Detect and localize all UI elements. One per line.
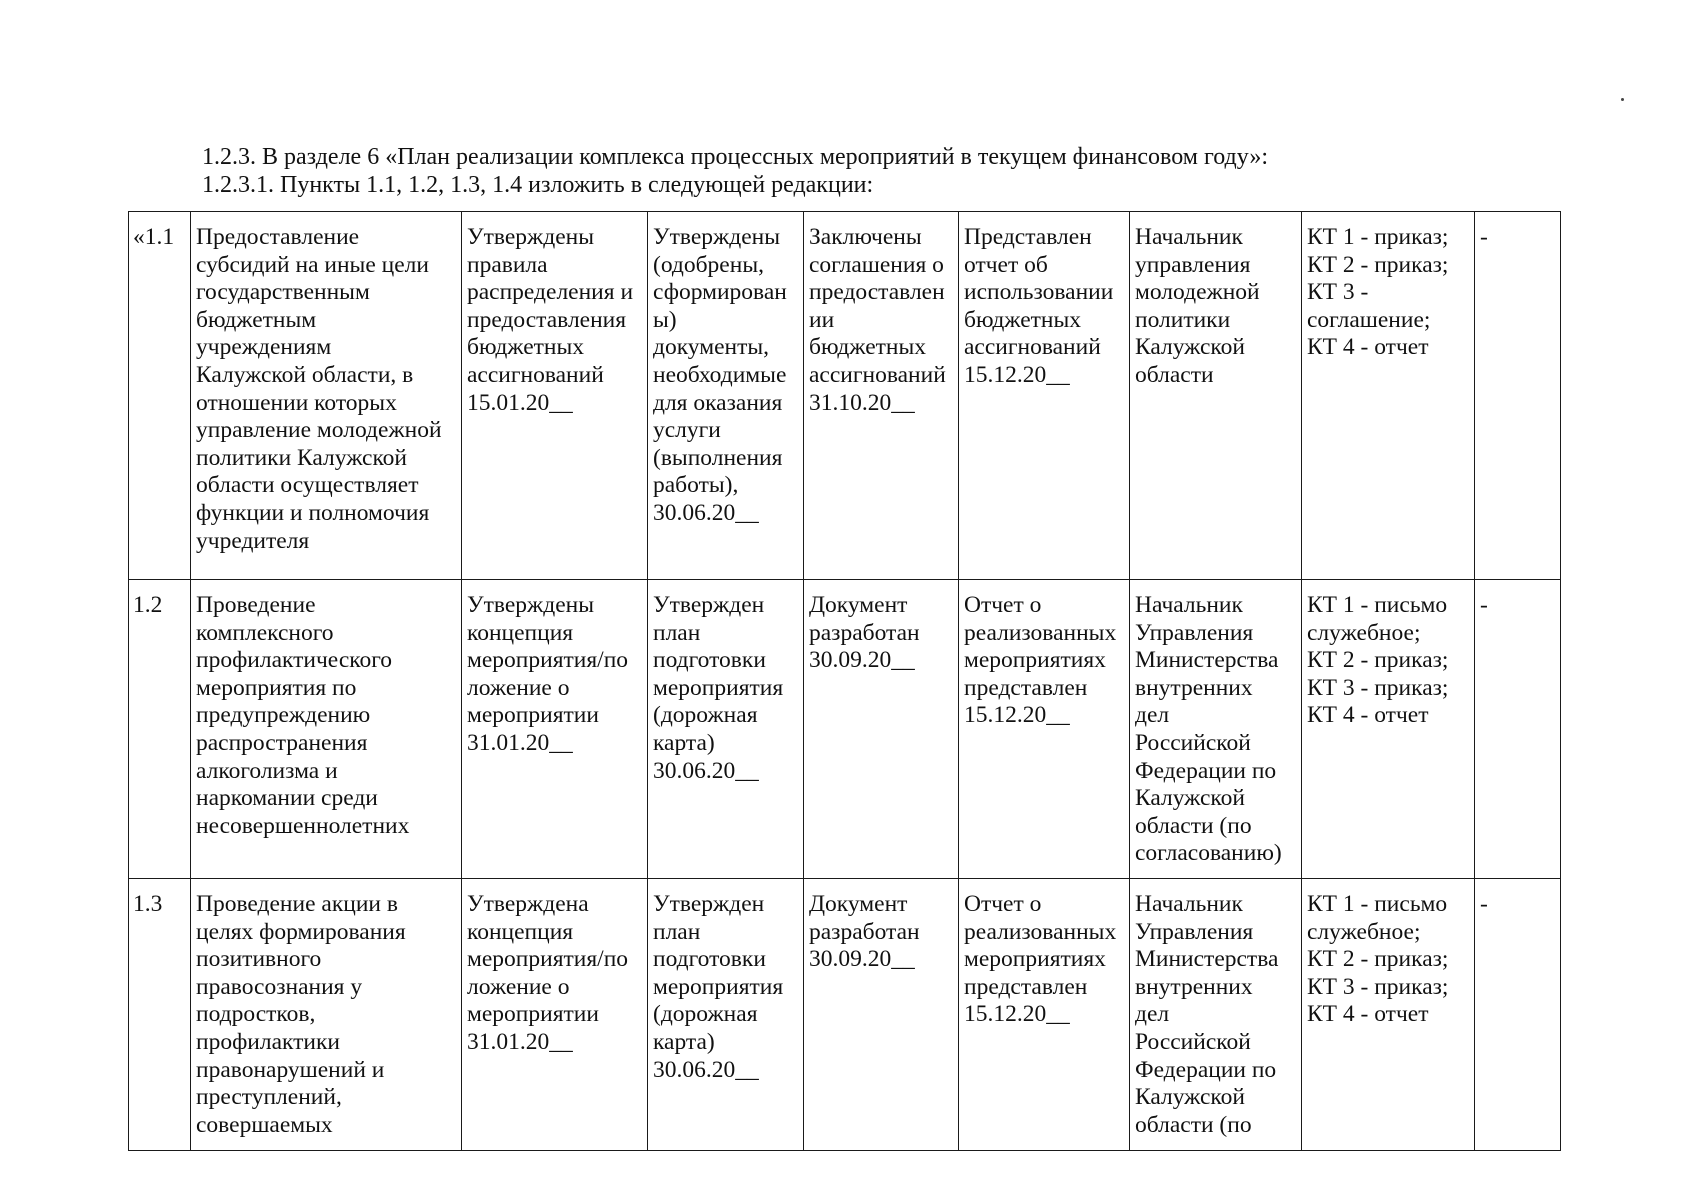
last-column-cell: - [1475,212,1561,580]
intro-text [202,143,1268,199]
intro-line-1: 1.2.3. В разделе 6 «План реализации комплекса процессных мероприятий в текущем финансовом году»: [202,144,1268,170]
control-point-2-cell: Утверждены (одобрены, сформирован ы) документы, необходимые для оказания услуги (выполнения работы), 30.06.20__ [648,212,804,580]
document-type-cell: КТ 1 - приказ; КТ 2 - приказ; КТ 3 - соглашение; КТ 4 - отчет [1302,212,1475,580]
scan-speck [1621,98,1624,101]
control-point-2-cell: Утвержден план подготовки мероприятия (дорожная карта) 30.06.20__ [648,580,804,879]
control-point-1-cell: Утверждена концепция мероприятия/по ложение о мероприятии 31.01.20__ [462,879,648,1151]
document-type-cell: КТ 1 - письмо служебное; КТ 2 - приказ; КТ 3 - приказ; КТ 4 - отчет [1302,580,1475,879]
responsible-cell: Начальник Управления Министерства внутренних дел Российской Федерации по Калужской области (по [1130,879,1302,1151]
control-point-3-cell: Документ разработан 30.09.20__ [804,580,959,879]
row-number: «1.1 [129,212,191,580]
control-point-3-cell: Документ разработан 30.09.20__ [804,879,959,1151]
last-column-cell: - [1475,580,1561,879]
responsible-cell: Начальник Управления Министерства внутренних дел Российской Федерации по Калужской области (по согласованию) [1130,580,1302,879]
responsible-cell: Начальник управления молодежной политики Калужской области [1130,212,1302,580]
table-row [129,879,1561,1151]
control-point-1-cell: Утверждены правила распределения и предоставления бюджетных ассигнований 15.01.20__ [462,212,648,580]
event-name-cell: Проведение комплексного профилактического мероприятия по предупреждению распространения алкоголизма и наркомании среди несовершеннолетних [191,580,462,879]
control-point-2-cell: Утвержден план подготовки мероприятия (дорожная карта) 30.06.20__ [648,879,804,1151]
row-number: 1.2 [129,580,191,879]
intro-line-2: 1.2.3.1. Пункты 1.1, 1.2, 1.3, 1.4 изложить в следующей редакции: [202,172,874,198]
control-point-4-cell: Отчет о реализованных мероприятиях представлен 15.12.20__ [959,580,1130,879]
row-number: 1.3 [129,879,191,1151]
plan-table [128,211,1561,1151]
table-row [129,212,1561,580]
document-type-cell: КТ 1 - письмо служебное; КТ 2 - приказ; КТ 3 - приказ; КТ 4 - отчет [1302,879,1475,1151]
table-row [129,580,1561,879]
control-point-1-cell: Утверждены концепция мероприятия/по ложение о мероприятии 31.01.20__ [462,580,648,879]
event-name-cell: Предоставление субсидий на иные цели государственным бюджетным учреждениям Калужской области, в отношении которых управление молодежной политики Калужской области осуществляет функции и полномочия учредителя [191,212,462,580]
control-point-4-cell: Представлен отчет об использовании бюджетных ассигнований 15.12.20__ [959,212,1130,580]
control-point-3-cell: Заключены соглашения о предоставлен ии бюджетных ассигнований 31.10.20__ [804,212,959,580]
event-name-cell: Проведение акции в целях формирования позитивного правосознания у подростков, профилактики правонарушений и преступлений, совершаемых [191,879,462,1151]
control-point-4-cell: Отчет о реализованных мероприятиях представлен 15.12.20__ [959,879,1130,1151]
last-column-cell: - [1475,879,1561,1151]
